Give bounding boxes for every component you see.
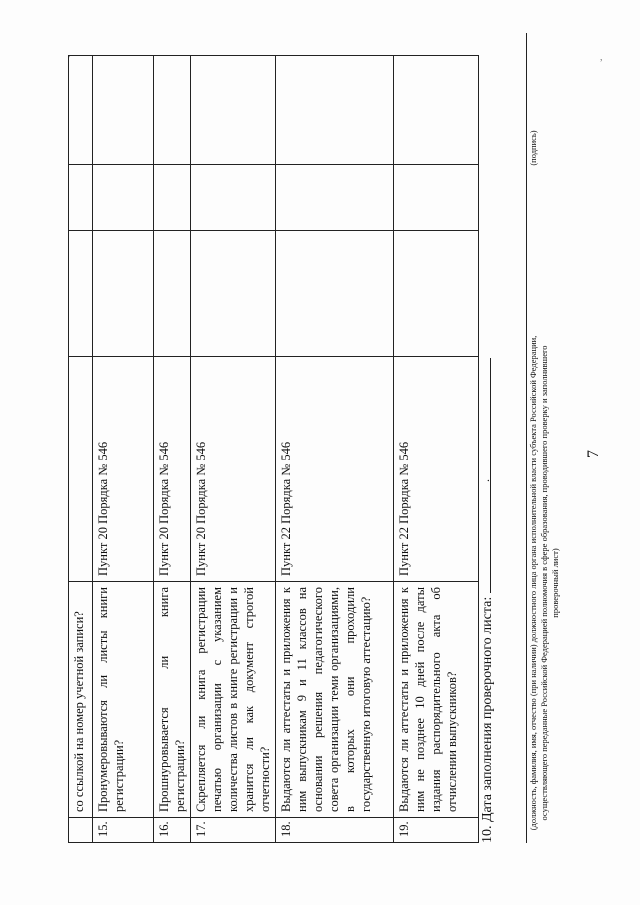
answer-cell	[276, 231, 394, 357]
question-cell: Скрепляется ли книга регистрации печатью организации с указанием количества листов в книге регистрации и хранится ли как документ строгой отчетности?	[191, 582, 276, 818]
fill-date-blank	[478, 358, 491, 593]
answer-cell	[394, 165, 479, 231]
answer-cell	[191, 165, 276, 231]
signature-line-right	[526, 33, 527, 263]
answer-cell	[69, 165, 93, 231]
answer-cell	[69, 231, 93, 357]
reference-cell: Пункт 20 Порядка № 546	[93, 357, 154, 582]
row-number-cell: 18.	[276, 818, 394, 843]
row-number-cell: 15.	[93, 818, 154, 843]
answer-cell	[191, 56, 276, 165]
question-cell: Пронумеровываются ли листы книги регистрации?	[93, 582, 154, 818]
question-cell: Прошнуровывается ли книга регистрации?	[154, 582, 191, 818]
date-dot: .	[478, 479, 492, 482]
answer-cell	[93, 231, 154, 357]
reference-cell: Пункт 20 Порядка № 546	[191, 357, 276, 582]
reference-cell: Пункт 20 Порядка № 546	[154, 357, 191, 582]
signature-line-left	[526, 233, 527, 843]
answer-cell	[191, 231, 276, 357]
row-number-cell: 19.	[394, 818, 479, 843]
question-cell: Выдаются ли аттестаты и приложения к ним выпускникам 9 и 11 классов на основании решения педагогического совета организации теми организациями, в которых они проходили государственную итоговую аттестацию?	[276, 582, 394, 818]
page-number: 7	[585, 450, 602, 458]
signature-caption-right: (подпись)	[528, 130, 538, 166]
reference-cell: Пункт 22 Порядка № 546	[394, 357, 479, 582]
answer-cell	[276, 56, 394, 165]
checklist-table	[68, 55, 479, 843]
table-row	[154, 56, 191, 843]
answer-cell	[154, 165, 191, 231]
reference-cell	[69, 357, 93, 582]
row-number-cell: 17.	[191, 818, 276, 843]
signature-caption-left: (должность, фамилия, имя, отчество (при наличии) должностного лица органа исполнительной власти субъекта Российской Федерации, осуществляющего переданные Российской Федерацией полномочия в сфере образования, проводившего проверку и заполнившего проверочный лист)	[528, 335, 560, 831]
scan-speck: ,	[68, 48, 71, 59]
row-number-cell: 16.	[154, 818, 191, 843]
row-number-cell	[69, 818, 93, 843]
answer-cell	[154, 231, 191, 357]
table-row	[191, 56, 276, 843]
fill-date-field	[478, 358, 496, 843]
answer-cell	[394, 231, 479, 357]
table-row	[394, 56, 479, 843]
table-row	[93, 56, 154, 843]
fill-date-label: 10. Дата заполнения проверочного листа:	[480, 596, 495, 843]
question-cell: Выдаются ли аттестаты и приложения к ним не позднее 10 дней после даты издания распорядительного акта об отчислении выпускников?	[394, 582, 479, 818]
reference-cell: Пункт 22 Порядка № 546	[276, 357, 394, 582]
answer-cell	[154, 56, 191, 165]
table-row	[69, 56, 93, 843]
answer-cell	[394, 56, 479, 165]
answer-cell	[276, 165, 394, 231]
scan-speck: ,	[600, 52, 603, 63]
answer-cell	[93, 56, 154, 165]
answer-cell	[93, 165, 154, 231]
question-cell: со ссылкой на номер учетной записи?	[69, 582, 93, 818]
table-row	[276, 56, 394, 843]
answer-cell	[69, 56, 93, 165]
